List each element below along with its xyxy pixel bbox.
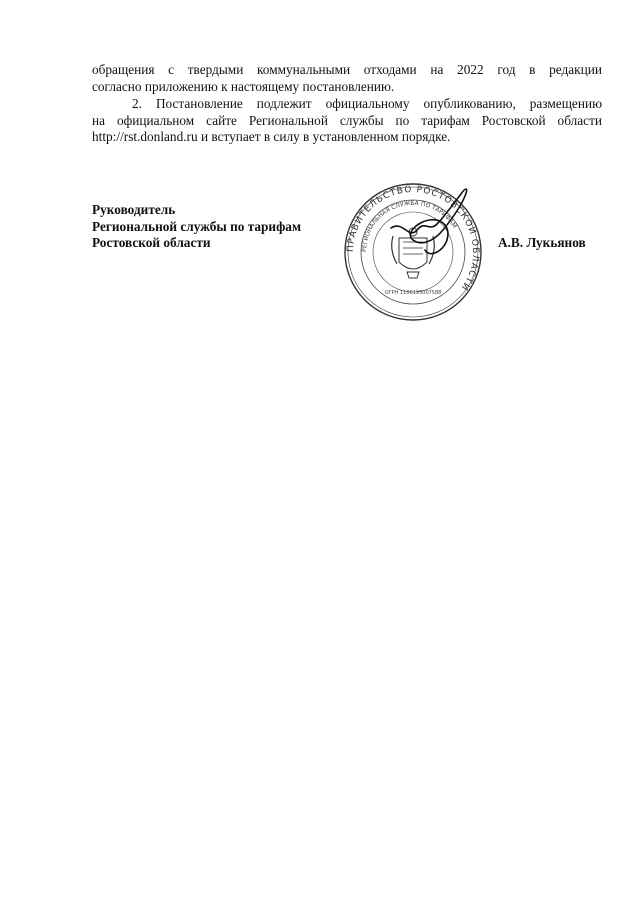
- paragraph-1: [92, 62, 602, 95]
- paragraph-1-line-2: согласно приложению к настоящему постановлению.: [92, 78, 395, 94]
- signatory-position-line-3: Ростовской области: [92, 235, 211, 250]
- paragraph-2-line-1: 2. Постановление подлежит официальному опубликованию, размещению: [132, 96, 602, 111]
- signatory-position: [92, 202, 301, 252]
- paragraph-2: [92, 96, 602, 146]
- paragraph-2-line-2: на официальном сайте Региональной службы по тарифам Ростовской области: [92, 112, 602, 128]
- signatory-position-line-1: Руководитель: [92, 202, 176, 217]
- paragraph-2-line-3: http://rst.donland.ru и вступает в силу в установленном порядке.: [92, 129, 451, 144]
- signatory-position-line-2: Региональной службы по тарифам: [92, 218, 302, 234]
- seal-number-text: ОГРН 1106195007588: [384, 290, 442, 296]
- seal-outer-text: ПРАВИТЕЛЬСТВО РОСТОВСКОЙ ОБЛАСТИ: [345, 184, 481, 293]
- paragraph-1-line-1: обращения с твердыми коммунальными отходами на 2022 год в редакции: [92, 62, 602, 77]
- official-seal-stamp: [333, 180, 493, 325]
- seal-inner-text: РЕГИОНАЛЬНАЯ СЛУЖБА ПО ТАРИФАМ: [360, 199, 458, 253]
- signatory-name: А.В. Лукьянов: [498, 235, 586, 250]
